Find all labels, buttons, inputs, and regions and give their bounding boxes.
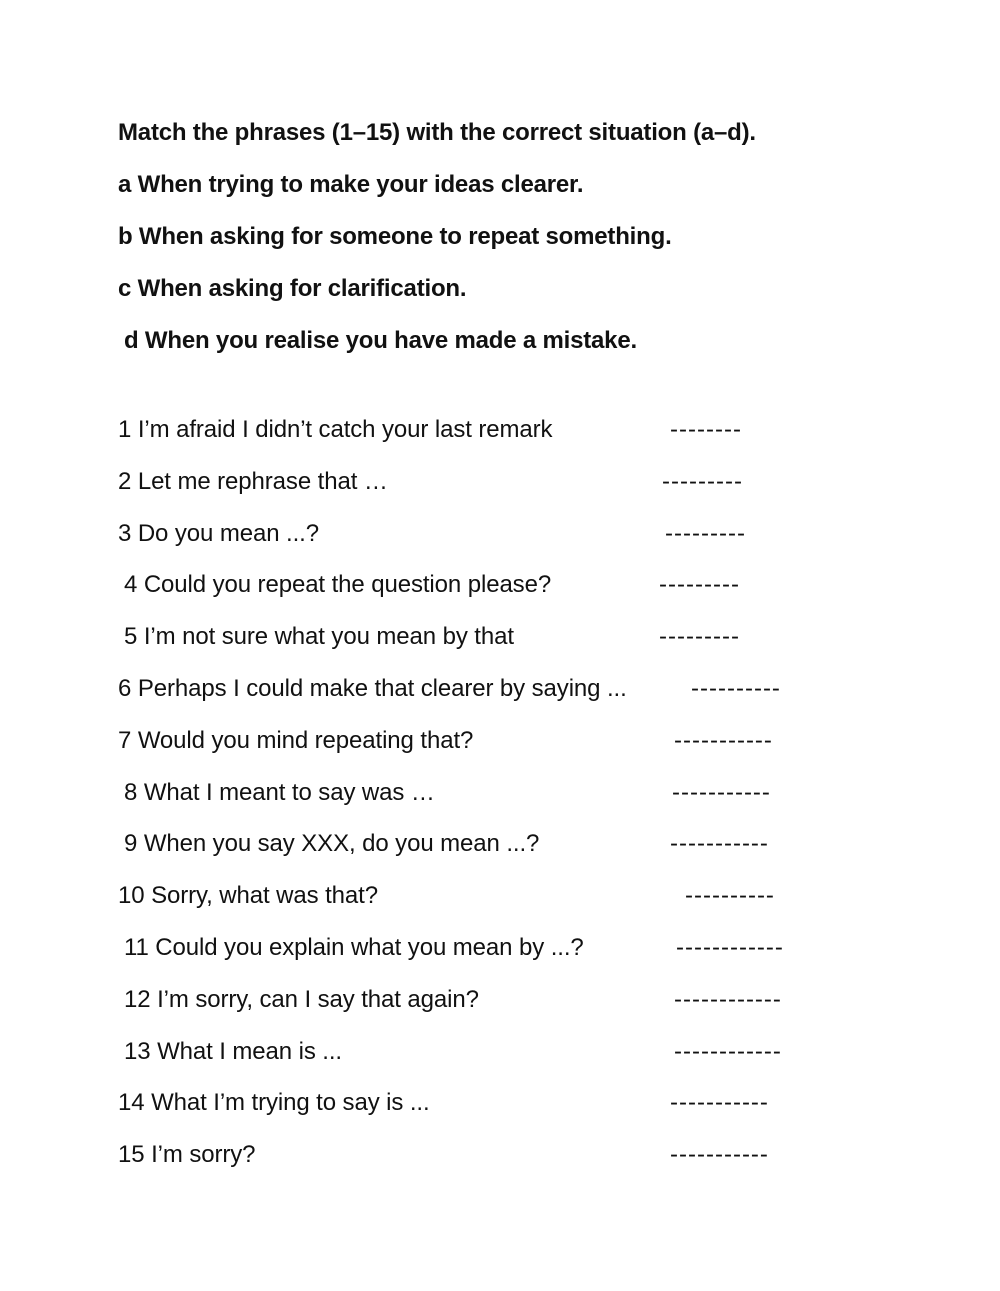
answer-blank[interactable]: ----------- (672, 778, 771, 806)
list-item (118, 1036, 938, 1088)
answer-blank[interactable]: ----------- (670, 1089, 769, 1117)
list-item (118, 1087, 938, 1139)
answer-blank[interactable]: ----------- (670, 1141, 769, 1169)
phrase-text: 4 Could you repeat the question please? (124, 571, 552, 599)
answer-blank[interactable]: ---------- (685, 882, 775, 910)
phrase-text: 5 I’m not sure what you mean by that (124, 623, 514, 651)
phrase-text: 2 Let me rephrase that … (118, 467, 388, 495)
list-item (118, 984, 938, 1036)
list-item (118, 828, 938, 880)
phrase-text: 13 What I mean is ... (124, 1037, 342, 1065)
phrase-text: 8 What I meant to say was … (124, 778, 435, 806)
answer-blank[interactable]: -------- (670, 416, 742, 443)
phrase-text: 9 When you say XXX, do you mean ...? (124, 830, 540, 858)
answer-blank[interactable]: ------------ (674, 1037, 782, 1065)
instructions-title: Match the phrases (1–15) with the correct situation (a–d). (118, 119, 756, 146)
answer-blank[interactable]: ----------- (674, 726, 773, 754)
instructions (118, 118, 918, 378)
list-item (118, 414, 938, 466)
situation-b: b When asking for someone to repeat something. (118, 223, 672, 250)
phrase-text: 15 I’m sorry? (118, 1141, 256, 1169)
answer-blank[interactable]: --------- (659, 571, 740, 599)
list-item (118, 880, 938, 932)
list-item (118, 932, 938, 984)
phrase-text: 10 Sorry, what was that? (118, 882, 378, 910)
phrase-text: 12 I’m sorry, can I say that again? (124, 985, 479, 1013)
answer-blank[interactable]: --------- (659, 623, 740, 651)
answer-blank[interactable]: ------------ (674, 985, 782, 1013)
list-item (118, 621, 938, 673)
phrase-text: 1 I’m afraid I didn’t catch your last remark (118, 416, 553, 443)
answer-blank[interactable]: ------------ (676, 933, 784, 961)
list-item (118, 569, 938, 621)
list-item (118, 725, 938, 777)
list-item (118, 466, 938, 518)
phrase-text: 11 Could you explain what you mean by ...? (124, 933, 584, 961)
list-item (118, 777, 938, 829)
list-item (118, 1139, 938, 1191)
list-item (118, 673, 938, 725)
answer-blank[interactable]: ----------- (670, 830, 769, 858)
answer-blank[interactable]: --------- (665, 519, 746, 547)
answer-blank[interactable]: --------- (662, 467, 743, 495)
phrase-text: 6 Perhaps I could make that clearer by saying ... (118, 674, 627, 702)
answer-blank[interactable]: ---------- (691, 674, 781, 702)
situation-d: d When you realise you have made a mistake. (124, 327, 637, 354)
phrase-text: 7 Would you mind repeating that? (118, 726, 474, 754)
list-item (118, 518, 938, 570)
situation-c: c When asking for clarification. (118, 275, 467, 302)
situation-a: a When trying to make your ideas clearer. (118, 171, 584, 198)
phrase-text: 3 Do you mean ...? (118, 519, 319, 547)
phrase-text: 14 What I’m trying to say is ... (118, 1089, 430, 1117)
phrase-list (118, 414, 938, 1191)
